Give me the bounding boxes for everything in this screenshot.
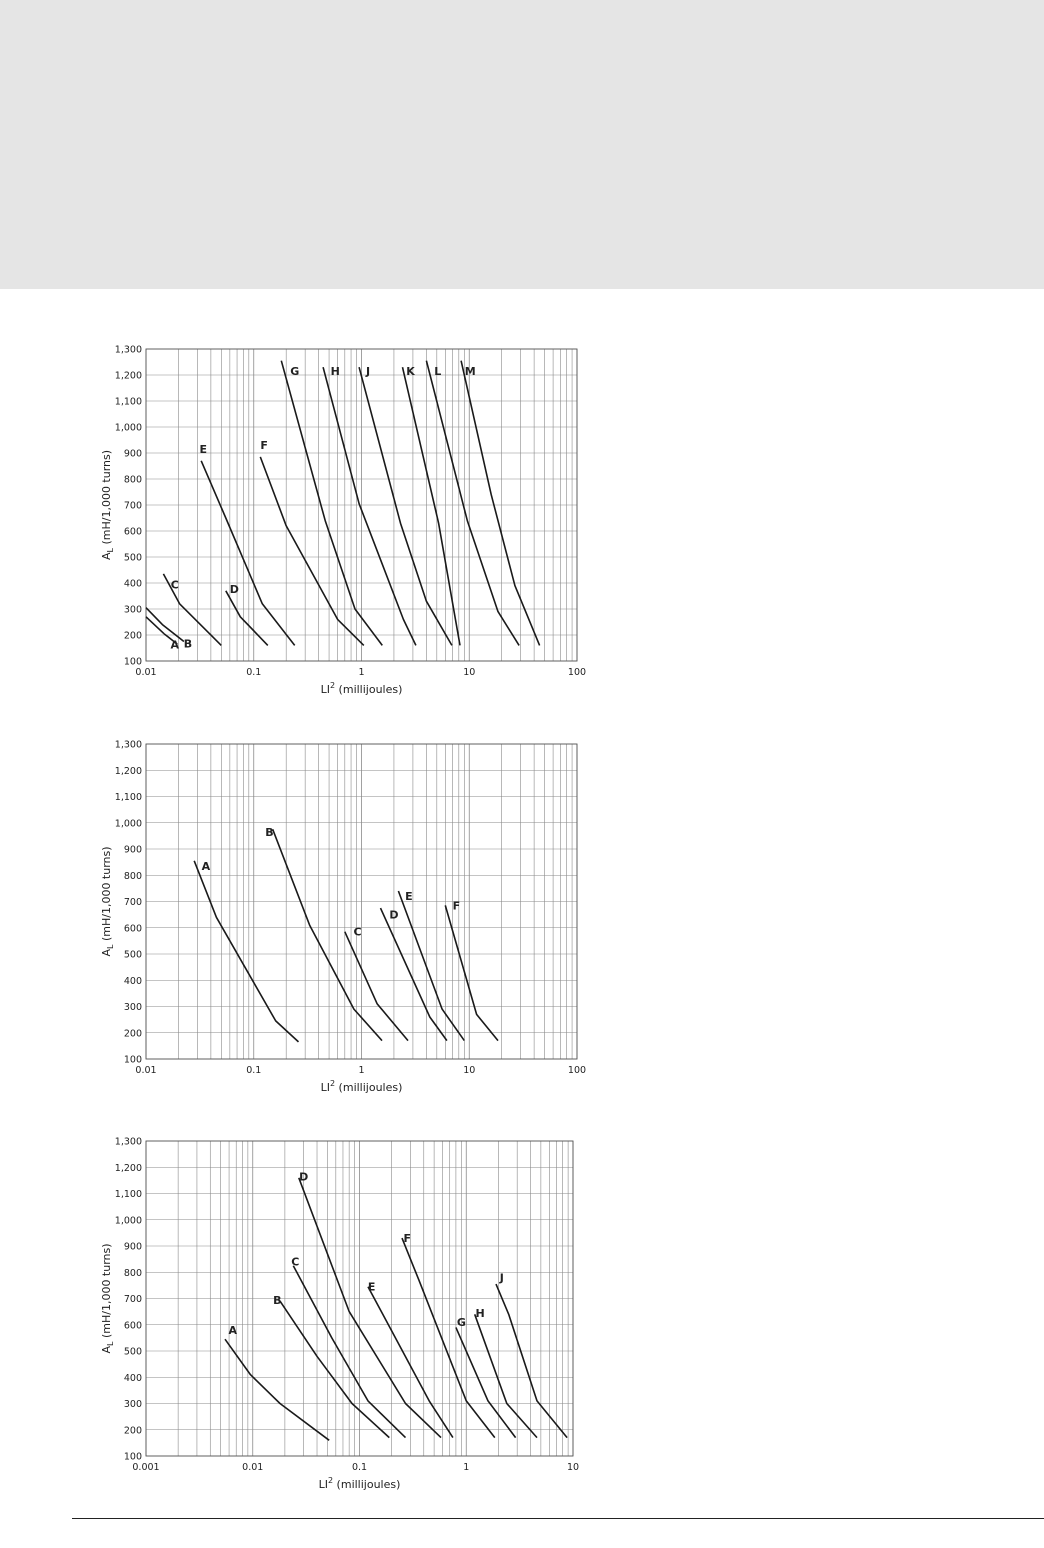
y-tick-label: 200 xyxy=(123,1028,142,1040)
y-tick-label: 1,100 xyxy=(114,1189,142,1200)
y-tick-label: 200 xyxy=(123,1425,142,1437)
curve-label-F: F xyxy=(260,439,268,453)
series-line-D xyxy=(299,1178,441,1438)
chart-2 xyxy=(0,725,620,1105)
series-line-B xyxy=(273,829,382,1040)
series-line-M xyxy=(461,361,539,646)
y-tick-label: 1,000 xyxy=(114,422,142,434)
y-tick-label: 900 xyxy=(123,844,142,856)
y-axis-label-main: A xyxy=(100,552,113,561)
x-axis-label-rest: (millijoules) xyxy=(335,1081,403,1094)
curve-label-G: G xyxy=(456,1316,466,1330)
series-line-K xyxy=(403,367,461,645)
y-axis-label xyxy=(100,846,115,956)
curve-label-H: H xyxy=(475,1306,485,1320)
footer-rule xyxy=(72,1518,1044,1519)
x-tick-label: 10 xyxy=(463,667,476,678)
curve-label-M: M xyxy=(464,365,476,378)
y-tick-label: 500 xyxy=(123,552,142,564)
curve-label-H: H xyxy=(330,365,340,378)
y-tick-label: 800 xyxy=(123,474,142,486)
x-tick-label: 10 xyxy=(463,1065,476,1076)
curve-label-K: K xyxy=(406,365,415,378)
x-tick-label: 100 xyxy=(567,1065,587,1076)
curve-label-A: A xyxy=(170,638,180,652)
x-tick-label: 0.01 xyxy=(135,1065,157,1076)
x-tick-label: 10 xyxy=(566,1462,580,1473)
series-line-A xyxy=(225,1339,329,1440)
header-band xyxy=(0,0,1044,289)
curve-label-C: C xyxy=(291,1255,300,1269)
y-tick-label: 100 xyxy=(123,656,142,668)
x-axis-label-sup: 2 xyxy=(329,681,336,690)
y-axis-label-rest: (mH/1,000 turns) xyxy=(100,846,113,945)
series-line-L xyxy=(426,361,519,646)
curve-label-C: C xyxy=(353,925,362,939)
curve-label-G: G xyxy=(290,365,300,378)
y-axis-label-sub: L xyxy=(106,548,115,553)
y-tick-label: 1,200 xyxy=(114,765,142,777)
curve-label-C: C xyxy=(170,578,179,592)
y-tick-label: 1,300 xyxy=(114,1136,142,1148)
x-axis-label xyxy=(321,1079,403,1094)
series-line-G xyxy=(281,361,382,646)
y-tick-label: 300 xyxy=(123,1002,142,1013)
y-tick-label: 300 xyxy=(123,1399,142,1410)
x-axis-label xyxy=(319,1476,401,1491)
y-axis-label-sub: L xyxy=(106,944,115,950)
curve-label-A: A xyxy=(228,1323,238,1337)
curve-label-E: E xyxy=(405,890,413,904)
y-tick-label: 100 xyxy=(123,1451,142,1463)
curve-label-D: D xyxy=(389,908,399,922)
y-tick-label: 1,000 xyxy=(114,818,142,830)
x-tick-label: 1 xyxy=(358,1065,365,1076)
series-line-F xyxy=(445,905,498,1040)
x-axis-label-base: LI xyxy=(320,1081,330,1094)
y-axis-label-sub: L xyxy=(106,1341,115,1347)
series-line-F xyxy=(260,457,364,646)
x-axis-label-rest: (millijoules) xyxy=(335,683,403,696)
curve-label-D: D xyxy=(229,582,239,596)
curve-label-B: B xyxy=(183,637,193,651)
y-tick-label: 600 xyxy=(123,923,142,935)
x-tick-label: 0.01 xyxy=(242,1462,264,1473)
x-tick-label: 0.001 xyxy=(132,1462,160,1473)
series-line-B xyxy=(280,1301,389,1438)
y-axis-label-rest: (mH/1,000 turns) xyxy=(100,1243,113,1342)
series-line-E xyxy=(201,461,295,646)
x-axis-label-base: LI xyxy=(320,683,330,696)
y-tick-label: 900 xyxy=(123,1241,142,1253)
y-tick-label: 500 xyxy=(123,1346,142,1358)
y-axis-label xyxy=(100,450,115,560)
y-tick-label: 400 xyxy=(123,1372,142,1384)
chart-3 xyxy=(0,1122,620,1502)
y-tick-label: 400 xyxy=(123,975,142,987)
y-tick-label: 800 xyxy=(123,1267,142,1279)
series-line-D xyxy=(226,591,268,646)
y-tick-label: 1,200 xyxy=(114,370,142,382)
y-tick-label: 600 xyxy=(123,1320,142,1332)
y-tick-label: 800 xyxy=(123,870,142,882)
curve-label-B: B xyxy=(265,825,274,839)
y-tick-label: 1,300 xyxy=(114,739,142,751)
y-tick-label: 1,300 xyxy=(114,344,142,356)
y-tick-label: 700 xyxy=(123,897,142,908)
y-tick-label: 300 xyxy=(123,604,142,616)
y-axis-label-main: A xyxy=(100,949,113,957)
y-tick-label: 1,000 xyxy=(114,1215,142,1227)
y-axis-label-rest: (mH/1,000 turns) xyxy=(100,449,113,549)
y-tick-label: 700 xyxy=(123,1294,142,1305)
y-tick-label: 400 xyxy=(123,578,142,590)
x-tick-label: 0.1 xyxy=(246,667,262,678)
y-tick-label: 100 xyxy=(123,1054,142,1066)
curve-label-E: E xyxy=(199,443,208,456)
chart-1 xyxy=(0,330,620,710)
y-tick-label: 900 xyxy=(123,448,142,460)
series-line-F xyxy=(402,1238,495,1438)
x-tick-label: 0.1 xyxy=(351,1462,368,1473)
y-tick-label: 1,100 xyxy=(114,396,142,408)
y-tick-label: 500 xyxy=(123,949,142,961)
curve-label-L: L xyxy=(434,365,442,378)
x-axis-label-sup: 2 xyxy=(327,1476,334,1485)
y-tick-label: 1,200 xyxy=(114,1162,142,1174)
x-axis-label-sup: 2 xyxy=(329,1079,336,1088)
curve-label-J: J xyxy=(365,365,371,378)
x-tick-label: 0.1 xyxy=(246,1065,262,1076)
x-axis-label-rest: (millijoules) xyxy=(333,1478,401,1491)
y-axis-label xyxy=(100,1243,115,1353)
series-line-A xyxy=(146,617,164,634)
x-tick-label: 100 xyxy=(567,667,587,678)
y-tick-label: 1,100 xyxy=(114,792,142,803)
series-line-A xyxy=(194,861,298,1042)
curve-label-F: F xyxy=(452,899,461,913)
curve-label-D: D xyxy=(299,1170,309,1184)
x-tick-label: 0.01 xyxy=(135,667,157,678)
y-tick-label: 600 xyxy=(123,526,142,538)
x-tick-label: 1 xyxy=(358,667,365,678)
y-tick-label: 700 xyxy=(123,500,142,512)
curve-label-A: A xyxy=(201,860,211,873)
y-axis-label-main: A xyxy=(100,1346,113,1354)
curve-label-J: J xyxy=(499,1271,504,1285)
series-line-H xyxy=(475,1314,537,1437)
curve-label-F: F xyxy=(403,1232,411,1246)
y-tick-label: 200 xyxy=(123,630,142,642)
curve-label-E: E xyxy=(367,1280,376,1294)
x-tick-label: 1 xyxy=(463,1462,470,1473)
x-axis-label xyxy=(321,681,403,696)
curve-label-B: B xyxy=(273,1293,282,1307)
x-axis-label-base: LI xyxy=(318,1478,328,1491)
